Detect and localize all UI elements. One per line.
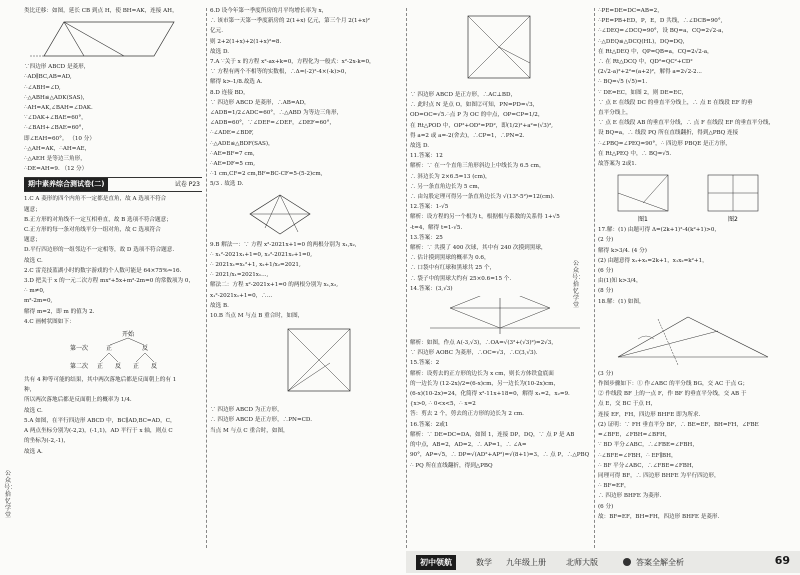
text-line: ∴∠PBQ=∠PEQ=90°，∴ 四边形 PBQE 是正方形， [598, 140, 731, 147]
text-line: ∵ 点 E 在线段 AB 的垂直平分线，∴ 点 F 在线段 EF 的垂直平分线， [598, 120, 775, 127]
text-line: 设 BQ=a，∴ 线段 PQ 所在直线翻折，得到△PBQ 连接 [598, 130, 739, 137]
figure-parallelogram [24, 18, 202, 60]
text-line: ∴∠ADE=∠BDF, [210, 130, 254, 137]
text-line: 则 2+2(1+x)+2(1+x)²=8. [210, 38, 282, 45]
text-line: ∵ BD 平分∠ABC，∴∠FBE=∠FBH， [598, 442, 698, 449]
text-line: 题意； [24, 206, 41, 213]
text-line: ∴△AEH 是等边三角形， [24, 156, 86, 163]
text-line: ∠ADB=60°，∵∠DEF=∠DEF，∠DEF=60°， [210, 120, 335, 127]
text-line: (6 分) [598, 503, 614, 510]
text-line: ∴ 四边形 BHFE 为菱形. [598, 493, 662, 500]
text-line: 所以两次落地后都是反面朝上的概率为 1/4. [24, 397, 132, 404]
text-line: 亿元. [210, 28, 223, 35]
text-line: ∴PE=PB+ED，P，E，D 共线，∴∠DCB=90°, [598, 18, 723, 25]
text-line: ∵四边形 ABCD 是菱形， [24, 64, 90, 71]
figure-pair [598, 171, 788, 223]
text-line: ∴ 此时点 N 是点 O，如图②可知，PN=PD=√3， [410, 102, 539, 109]
text-line: ∵ 点 E 在线段 DC 的垂直平分线上，∴ 点 E 在线段 EF 的垂 [598, 99, 753, 106]
column-3 [410, 6, 593, 552]
geometry-figure [210, 192, 400, 238]
tree-diagram-svg [24, 329, 194, 373]
text-line: ∴ 袋子中的黑球大约有 25×0.6=15 个. [410, 275, 512, 282]
text-line: 7.A ∵关于 x 的方程 x²-ax+k=0，方程化为一般式：x²-2x-k=0， [210, 59, 375, 66]
figure-square-2 [410, 8, 593, 88]
geometry-figure [410, 8, 590, 88]
text-line: 由(1)知 k>3/4， [598, 278, 642, 285]
section-title: 期中素养综合测试卷(二) [24, 178, 108, 190]
construction-figure [598, 309, 783, 367]
text-line: B.正方形的对角线不一定互相垂直，故 B 选项不符合题意； [24, 216, 172, 223]
text-line: 解析：∵ DE=DC=DA，如图 1，连接 DP，DQ，∵ 点 P 是 AB [410, 431, 575, 438]
text-line: 的一边长为 (12-2x)/2=(6-x)cm，另一边长为(10-2x)cm， [410, 380, 560, 387]
tree-leaf: 反 [151, 363, 158, 371]
text-line: ∠ADB=1/2∠ADC=60°，∴△ABD 为等边三角形， [210, 110, 343, 117]
text-line: 10.B 当点 M 与点 B 重合时，如图， [210, 313, 304, 320]
text-line: {x>0, ∴ 0<x<5，∴ x=2 [410, 401, 476, 408]
text-line: 即∠EAH=60°。 （10 分） [24, 135, 95, 142]
text-line: ∴DE=AH=9. （12 分） [24, 166, 88, 173]
text-line: =∠BFE，∠FBH=∠BFH， [598, 432, 671, 439]
text-line: ∴∠ABH=∠D, [24, 84, 61, 91]
text-line: (2 分) [598, 237, 614, 244]
text-line: 故答案为 2或1. [598, 161, 637, 168]
page-footer [406, 551, 800, 573]
edition-label: 北师大版 [566, 558, 598, 567]
text-line: ∴ BF 平分∠ABC，∴∠FBE=∠FBH， [598, 462, 698, 469]
text-line: ∴ BQ=√5 (√5)=1. [598, 79, 648, 86]
column-divider [594, 8, 595, 548]
text-line: A 两点坐标分别为(-2,2)，(-1,1)，AD 平行于 x 轴，则点 C [24, 428, 173, 435]
text-line: -t=4，解得 t=1-√5. [410, 224, 463, 231]
text-line: 5.A 如图，在平行四边形 ABCD 中，BC∥AD,BC=AD，C， [24, 417, 176, 424]
text-line: ∵ 四边形 ABCD 为正方形， [210, 407, 283, 414]
text-line: ∴AE=BF=7 cm, [210, 150, 255, 157]
text-line: OD=OC=√5.∴点 P 为 OC 的中点，OP=CP=1/2， [410, 112, 544, 119]
text-line: ∴PE=DE=DC=AB=2， [598, 8, 663, 14]
geometry-figure-pair [598, 171, 783, 223]
text-line: 故选 B. [210, 302, 229, 309]
grade-label: 九年级上册 [506, 558, 546, 567]
text-line: 15.答案：2 [410, 360, 440, 367]
text-line: 5/3 . 故选 D. [210, 181, 244, 188]
text-line: 12.答案：1-√5 [410, 204, 449, 211]
text-line: 14.答案：(3,√3) [410, 285, 453, 292]
text-line: (3 分) [598, 370, 614, 377]
figure-construction [598, 309, 788, 367]
figure-coordinate [410, 296, 593, 336]
text-line: ∴1 cm,CF=2 cm,BF=BC-CF=5-(5-2)cm, [210, 171, 323, 178]
tree-node: 反 [142, 345, 149, 353]
figure-square-1 [210, 323, 403, 403]
figure-rhombus [210, 192, 403, 238]
text-line: ∴ BF=EF， [598, 483, 630, 490]
text-line: 连接 EF，FH，四边形 BHFE 即为所求. [598, 411, 701, 418]
text-line: (6 分) [598, 268, 614, 275]
text-line: 1.C A 菱形的四个内角不一定都是直角，故 A 选项不符合 [24, 196, 167, 203]
text-line: ∵ DE=EC，如图 2，则 DE=EC， [598, 89, 688, 96]
text-line: ∴ 2021x₁=x₁²+1, x₂+1/x₂=2021, [210, 262, 301, 269]
text-line: 解析：设方程的另一个根为 t，根据根与系数的关系得 1+√5 [410, 214, 560, 221]
text-line: 解析：∵ 在一个直角三角形斜边上中线长为 6.5 cm， [410, 163, 545, 170]
text-line: 3.D 把关于 x 的一元二次方程 mx²+5x+m²-2m=0 的常数项为 0， [24, 278, 195, 285]
text-line: (8 分) [598, 288, 614, 295]
text-line: 13.答案：25 [410, 234, 443, 241]
text-line: 解得 k>3/4. (4 分) [598, 247, 647, 254]
text-line: ∴ 斜边长为 2×6.5=13 (cm)， [410, 173, 491, 180]
geometry-figure [210, 323, 400, 403]
text-line: 的中点，AB=2，AD=2，∴ AP=1，∴ ∠A= [410, 442, 527, 449]
column-4 [598, 6, 788, 552]
text-line: 在 Rt△POD 中，OP²+OD²=PD²，即(1/2)²+a²=(√3)², [410, 122, 553, 129]
text-line: 90°，AP=√5，∴ DP=√(AD²+AP²)=√(8+1)=3，∴ 点 P，∴△PBQ [410, 452, 590, 459]
text-line: 9.B 解法一：∵ 方程 x²-2021x+1=0 的两根分别为 x₁,x₂, [210, 241, 357, 248]
text-line: ∵ 方程有两个不相等的实数根，∴Δ=(-2)²-4×(-k)>0， [210, 69, 351, 76]
tree-second-label: 第二次 [70, 363, 89, 371]
brand-label: 初中领航 [416, 555, 456, 570]
text-line: 8.D 连接 BD， [210, 89, 249, 96]
text-line: D.平行四边形的一组邻边不一定相等，故 D 选项不符合题意. [24, 247, 175, 254]
text-line: ∴ PQ 所在直线翻折，得到△PBQ [410, 462, 493, 469]
text-line: ∴△ABH≌△ADK(SAS)， [24, 94, 89, 101]
text-line: ② 作线段 BF 上的一点 F，作 BF 的垂直平分线，交 AB 于 [598, 391, 747, 398]
binding-margin-text: 公众号：拾忆学堂 [4, 470, 17, 519]
text-line: ∵ 四边形 ABCD 是正方形，∴AC⊥BD， [410, 92, 517, 98]
geometry-figure [24, 18, 194, 60]
text-line: 6.D 设今年第一季度所房的月平均增长率为 x， [210, 8, 328, 14]
text-line: 4.C 画树状图如下： [24, 318, 75, 325]
text-line: 共有 4 种等可能的结果，其中两次落地后都是反面朝上的有 1 [24, 377, 177, 384]
text-line: ∴∠BAH+∠BAE=60°， [24, 125, 88, 132]
text-line: (2) 证明：∵ FH 垂直平分 BF，∴ BE=EF，BH=FH，∠FBE [598, 421, 759, 428]
text-line: ∵ 四边形 AOBC 为菱形，∴OC=√3，∴C(3,√3). [410, 350, 538, 357]
text-line: ∵ 四边形 ABCD 是菱形，∴AB=AD， [210, 99, 310, 106]
text-line: 当点 M 与点 C 重合时，如图， [210, 427, 289, 434]
text-line: ∴ 另一条直角边长为 5 cm， [410, 183, 484, 190]
text-line: 直平分线上， [598, 110, 632, 117]
text-line: ∴ m≠0, [24, 288, 45, 295]
text-line: ∵∠DAK+∠BAE=60°， [24, 115, 87, 122]
column-divider [206, 8, 207, 548]
text-line: ∴ 该市第一天第一季度新房的 2(1+x) 亿元，第三个月 2(1+x)² [210, 18, 370, 25]
text-line: ∴△AH=AK，∴AH=AE， [24, 145, 91, 152]
text-line: 在 Rt△DEQ 中，QP=QB=a，CQ=2√2-a， [598, 48, 713, 55]
text-line: ∴△DEQ≌△DCQ(HL)，DQ=DQ， [598, 38, 689, 45]
text-line: C.正方形的每一条对角线平分一组对角，故 C 选项符合 [24, 227, 161, 234]
text-line: (6-x)(10-2x)=24，化简得 x²-11x+18=0，解得 x₁=2，x₂=9. [410, 391, 570, 398]
text-line: 题意； [24, 237, 41, 244]
text-line: 故：BF=EF，BH=FH，四边形 BHFE 是菱形. [598, 513, 720, 520]
tree-root: 开始 [122, 331, 135, 339]
bullet-icon [623, 558, 631, 566]
tree-node: 正 [106, 345, 113, 353]
text-line: ∴ 在 Rt△DCQ 中，QD²=QC²+CD² [598, 59, 693, 66]
column-1 [24, 6, 202, 552]
text-line: 2.C 雷竞技蓝湖小时的数字游戏的个人数可能是 64×75%≈16. [24, 267, 182, 274]
binding-center-text: 公众号：拾忆学堂 [572, 260, 585, 309]
text-line: ∴ 四边形 ABCD 是正方形，∴PN=CD. [210, 417, 312, 424]
coordinate-figure [410, 296, 590, 336]
text-line: ∴AH=AK,∠BAH=∠DAK. [24, 105, 93, 112]
text-line: ∴ 口袋中有红球和黑球共 25 个， [410, 265, 496, 272]
text-line: m²-2m=0, [24, 298, 53, 305]
tree-leaf: 正 [97, 363, 104, 371]
text-line: ∴∠BFE=∠FBH，∴ EF∥BH， [598, 452, 677, 459]
text-line: 得 a=2 或 a=-2(舍去)，∴CP=1，∴PN=2. [410, 132, 525, 139]
subject-label: 数学 [476, 558, 492, 567]
text-line: ∴ 2021/x₁=2021x₁..., [210, 272, 269, 279]
text-line: 解析：设剪去的正方形的边长为 x cm，则长方体铁盒底面 [410, 370, 554, 377]
text-line: 故选 A. [24, 448, 43, 455]
text-line: (2√2-a)²+2²=(a+2)²，解得 a=2√2-2... [598, 69, 702, 76]
text-line: 点 E，交 BC 于点 H， [598, 401, 657, 408]
text-line: 18.解：(1) 如图， [598, 298, 645, 305]
section-page-ref: 试卷 P23 [174, 181, 200, 189]
text-line: 解得 m=2，即 m 的值为 2. [24, 308, 95, 315]
page-number: 69 [774, 554, 790, 567]
text-line: ∴AD∥BC,AB=AD, [24, 74, 72, 81]
tree-leaf: 反 [115, 363, 122, 371]
text-line: 故选 D. [410, 143, 430, 150]
text-line: 类比迁移：如图，延长 CB 到点 H，使 BH=AK，连接 AH， [24, 8, 178, 14]
tree-diagram [24, 329, 202, 373]
section-header [24, 177, 202, 192]
text-line: 答：剪去 2 个，剪去的正方形的边长为 2 cm. [410, 411, 524, 418]
text-line: ∴△ADE≌△BDF(SAS)， [210, 140, 274, 147]
text-line: ∴AE=DF=5 cm, [210, 161, 255, 168]
text-line: ∴∠DEQ=∠DCQ=90°，设 BQ=a，CQ=2√2-a， [598, 28, 728, 35]
text-line: 解得 k>-1/8.故选 A. [210, 79, 263, 86]
text-line: 作图步骤如下：① 作∠ABC 的平分线 BG，交 AC 于点 G； [598, 381, 749, 388]
column-2 [210, 6, 403, 552]
column-divider [406, 8, 407, 548]
text-line: 种， [24, 387, 36, 394]
text-line: 故选 D. [210, 48, 230, 55]
text-line: (2) 由题意得 x₁+x₂=2k+1，x₁x₂=k²+1， [598, 257, 708, 264]
description-label: 答案全解全析 [636, 558, 684, 567]
text-line: x₁²-2021x₁+1=0，∴... [210, 292, 273, 299]
text-line: 在 Rt△PEQ 中，∴ BQ=√5. [598, 150, 672, 157]
figure-label: 图1 [638, 216, 648, 224]
text-line: 故选 C. [24, 257, 43, 264]
tree-leaf: 正 [133, 363, 140, 371]
text-line: 解析：如图，作点 A(-3,√3)，∴OA=√(3²+(√3)²)=2√3， [410, 340, 557, 347]
text-line: 解法二：方程 x²-2021x+1=0 的两根分别为 x₁,x₂, [210, 282, 338, 289]
text-line: 的坐标为(-2,-1)， [24, 438, 70, 445]
text-line: 同理可得 BF，∴ 四边形 BHFE 为平行四边形， [598, 472, 720, 479]
text-line: 16.答案：2或1 [410, 421, 449, 428]
tree-first-label: 第一次 [70, 345, 89, 353]
figure-label: 图2 [728, 216, 738, 224]
text-line: ∴ 估计摸到黑球的概率为 0.6， [410, 255, 490, 262]
text-line: 11.答案：12 [410, 153, 443, 160]
text-line: ∴ 由勾股定理可得另一条直角边长为 √(13²-5²)=12(cm). [410, 194, 555, 201]
text-line: 解析：∵ 共摸了 400 次球，其中有 240 次摸到黑球， [410, 245, 547, 252]
text-line: 17.解：(1) 由题可得 Δ=(2k+1)²-4(k²+1)>0， [598, 227, 720, 234]
text-line: 故选 C. [24, 407, 43, 414]
text-line: ∴ x₁²-2021x₁+1=0, x₂²-2021x₂+1=0, [210, 251, 312, 258]
